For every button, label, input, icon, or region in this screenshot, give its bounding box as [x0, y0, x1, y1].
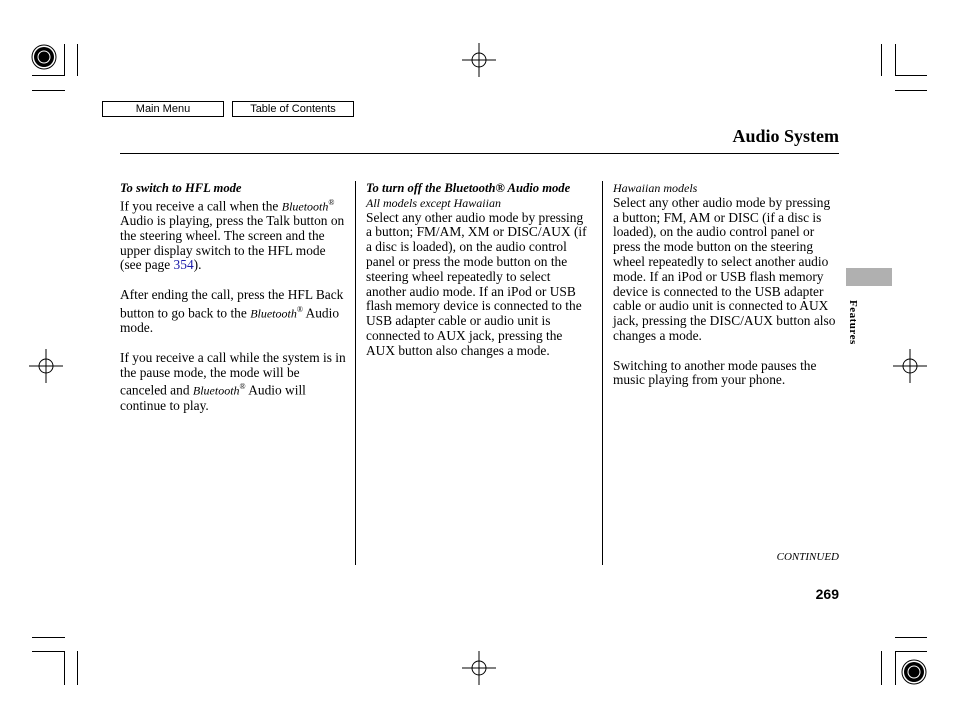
crosshair-icon — [29, 349, 63, 383]
crosshair-icon — [893, 349, 927, 383]
rosette-icon — [902, 660, 926, 684]
registered-mark: ® — [328, 197, 335, 207]
text: After ending the call, press the HFL Back button to go back to the — [120, 287, 344, 321]
paragraph: Select any other audio mode by pressing a button; FM/AM, XM or DISC/AUX (if a disc is loaded), on the audio control panel or press the mode button on the steering wheel repeatedly to select another audio mode. If an iPod or USB flash memory device is connected to the USB adapter cable or audio unit is connected to AUX jack, pressing the AUX button also changes a mode. — [366, 209, 587, 358]
title-rule — [120, 153, 839, 154]
registered-mark: ® — [296, 304, 303, 314]
model-subheading: Hawaiian models — [613, 181, 698, 195]
main-menu-button[interactable]: Main Menu — [102, 101, 224, 117]
paragraph — [120, 196, 348, 273]
column-1 — [120, 181, 348, 428]
text: ). — [193, 257, 202, 273]
text: If you receive a call while the system is in the pause mode, the mode will be canceled and — [120, 349, 346, 398]
text: Audio is playing, press the Talk button on the steering wheel. The screen and the upper display switch to the HFL mode (see page — [120, 213, 345, 273]
text: Audio mode. — [120, 305, 340, 336]
text: Audio will continue to play. — [120, 382, 306, 413]
crosshair-icon — [462, 651, 496, 685]
column-divider — [355, 181, 356, 565]
table-of-contents-button[interactable]: Table of Contents — [232, 101, 354, 117]
paragraph — [120, 351, 348, 414]
bluetooth-term: Bluetooth — [192, 383, 240, 398]
page-link[interactable]: 354 — [173, 257, 194, 273]
bluetooth-term: Bluetooth — [250, 306, 297, 321]
crosshair-icon — [462, 43, 496, 77]
model-subheading: All models except Hawaiian — [366, 195, 501, 210]
bluetooth-term: Bluetooth — [281, 199, 329, 214]
text: If you receive a call when the — [120, 198, 279, 214]
column-2 — [366, 181, 590, 373]
continued-label: CONTINUED — [776, 551, 839, 563]
paragraph: Switching to another mode pauses the music playing from your phone. — [613, 357, 817, 388]
section-tab — [846, 268, 892, 286]
column-3 — [613, 181, 839, 403]
page-number: 269 — [815, 586, 839, 602]
section-heading: To turn off the Bluetooth® Audio mode — [366, 181, 571, 195]
page-title: Audio System — [732, 126, 839, 146]
paragraph: Select any other audio mode by pressing a button; FM, AM or DISC (if a disc is loaded), on the audio control panel or press the mode button on the steering wheel repeatedly to select another audio mode. If an iPod or USB flash memory device is connected to the USB adapter cable or audio unit is connected to AUX jack, pressing the DISC/AUX button also changes a mode. — [613, 194, 836, 343]
section-heading: To switch to HFL mode — [120, 181, 242, 195]
rosette-icon — [32, 45, 56, 69]
registered-mark: ® — [239, 382, 246, 392]
column-divider — [602, 181, 603, 565]
section-tab-label: Features — [847, 300, 859, 345]
paragraph — [120, 288, 348, 336]
